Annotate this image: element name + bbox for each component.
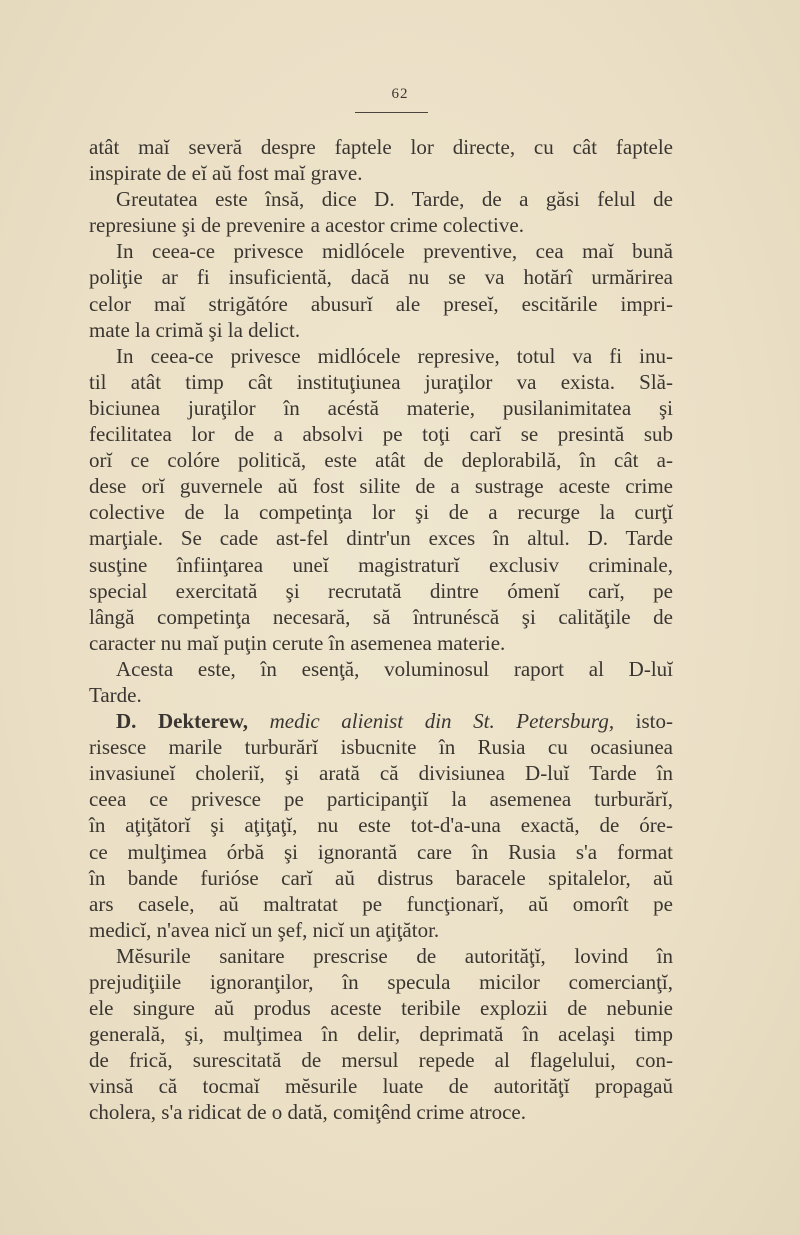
text-line	[89, 1073, 673, 1099]
line-text: cholera, s'a ridicat de o dată, comiţênd crime atroce.	[89, 1100, 526, 1125]
text-line	[89, 291, 673, 317]
line-text: represiune şi de prevenire a acestor crime colective.	[89, 213, 524, 238]
text-line	[89, 160, 673, 186]
line-text: generală, şi, mulţimea în delir, deprimată în acelaşi timp	[89, 1022, 673, 1047]
line-text: atât maĭ severă despre faptele lor directe, cu cât faptele	[89, 135, 673, 159]
text-line	[89, 552, 673, 578]
author-name: D. Dekterew,	[116, 709, 248, 734]
line-text: colective de la competinţa lor şi de a recurge la curţĭ	[89, 500, 673, 525]
line-text: mate la crimă şi la delict.	[89, 317, 301, 342]
text-line	[89, 264, 673, 290]
text-line	[89, 499, 673, 525]
text-line	[89, 708, 673, 734]
line-text: Tarde.	[89, 682, 142, 707]
line-text: invasiuneĭ choleriĭ, şi arată că divisiunea D-luĭ Tarde în	[89, 761, 673, 786]
text-line	[89, 1047, 673, 1073]
text-line	[89, 839, 673, 865]
line-text: ele singure aŭ produs aceste teribile explozii de nebunie	[89, 996, 673, 1021]
line-text: inspirate de eĭ aŭ fost maĭ grave.	[89, 161, 363, 186]
text-line	[89, 238, 673, 264]
line-text: prejudiţiile ignoranţilor, în specula micilor comercianţĭ,	[89, 970, 673, 994]
line-text: vinsă că tocmaĭ mĕsurile luate de autorităţĭ propagaŭ	[89, 1074, 673, 1099]
line-text: risesce marile turburărĭ isbucnite în Rusia cu ocasiunea	[89, 735, 673, 760]
line-text: Mĕsurile sanitare prescrise de autorităţĭ, lovind în	[116, 943, 673, 968]
line-text: biciunea juraţilor în acéstă materie, pusilanimitatea şi	[89, 395, 673, 420]
text-line	[89, 656, 673, 682]
author-description: medic alienist din St. Petersburg,	[248, 709, 636, 734]
line-text: lângă competinţa necesară, să întrunéscă şi calităţile de	[89, 604, 673, 629]
line-text: susţine înfiinţarea uneĭ magistraturĭ exclusiv criminale,	[89, 552, 673, 577]
line-text: în aţiţătorĭ şi aţiţaţĭ, nu este tot-d'a-una exactă, de óre-	[89, 813, 673, 838]
text-line	[89, 134, 673, 160]
text-line	[89, 969, 673, 995]
text-line	[89, 786, 673, 812]
line-text: marţiale. Se cade ast-fel dintr'un exces în altul. D. Tarde	[89, 526, 673, 551]
line-text: isto-	[635, 709, 673, 734]
text-line	[89, 186, 673, 212]
text-line	[89, 917, 673, 943]
line-text: fecilitatea lor de a absolvi pe toţi carĭ se presintă sub	[89, 422, 673, 447]
line-text: dese orĭ guvernele aŭ fost silite de a sustrage aceste crime	[89, 474, 673, 499]
text-line	[89, 682, 673, 708]
page-number: 62	[391, 86, 409, 102]
line-text: orĭ ce colóre politică, este atât de deplorabilă, în cât a-	[89, 448, 673, 473]
line-text: ce mulţimea órbă şi ignorantă care în Rusia s'a format	[89, 839, 673, 864]
line-text: în bande furióse carĭ aŭ distrus baracele spitalelor, aŭ	[89, 865, 673, 890]
line-text: caracter nu maĭ puţin cerute în asemenea materie.	[89, 630, 506, 655]
text-line	[89, 943, 673, 969]
text-line	[89, 812, 673, 838]
line-text: medicĭ, n'avea nicĭ un şef, nicĭ un aţiţător.	[89, 917, 440, 942]
text-line	[89, 421, 673, 447]
text-line	[89, 525, 673, 551]
text-line	[89, 317, 673, 343]
line-text: special exercitată şi recrutată dintre ómenĭ carĭ, pe	[89, 578, 673, 603]
line-text: In ceea-ce privesce midlócele represive, totul va fi inu-	[116, 343, 673, 368]
line-text: In ceea-ce privesce midlócele preventive, cea maĭ bună	[116, 239, 673, 264]
line-text: celor maĭ strigătóre abusurĭ ale preseĭ, escitările impri-	[89, 291, 673, 316]
text-line	[89, 343, 673, 369]
text-line	[89, 734, 673, 760]
line-text: de frică, surescitată de mersul repede al flagelului, con-	[89, 1048, 673, 1073]
line-text: til atât timp cât instituţiunea juraţilor va exista. Slă-	[89, 369, 673, 394]
line-text: poliţie ar fi insuficientă, dacă nu se va hotărî urmărirea	[89, 265, 673, 290]
text-line	[89, 473, 673, 499]
line-text: Greutatea este însă, dice D. Tarde, de a găsi felul de	[116, 187, 673, 212]
text-line	[89, 1099, 673, 1125]
header-rule	[355, 112, 428, 113]
text-line	[89, 395, 673, 421]
text-line	[89, 865, 673, 891]
line-text: Acesta este, în esenţă, voluminosul raport al D-luĭ	[116, 656, 673, 681]
text-line	[89, 760, 673, 786]
text-line	[89, 1021, 673, 1047]
text-line	[89, 995, 673, 1021]
text-line	[89, 630, 673, 656]
line-text: ars casele, aŭ maltratat pe funcţionarĭ, aŭ omorît pe	[89, 891, 673, 916]
text-line	[89, 369, 673, 395]
text-line	[89, 578, 673, 604]
text-line	[89, 891, 673, 917]
text-line	[89, 212, 673, 238]
body-text	[89, 134, 673, 1126]
line-text: ceea ce privesce pe participanţiĭ la asemenea turburărĭ,	[89, 787, 673, 812]
text-line	[89, 604, 673, 630]
text-line	[89, 447, 673, 473]
